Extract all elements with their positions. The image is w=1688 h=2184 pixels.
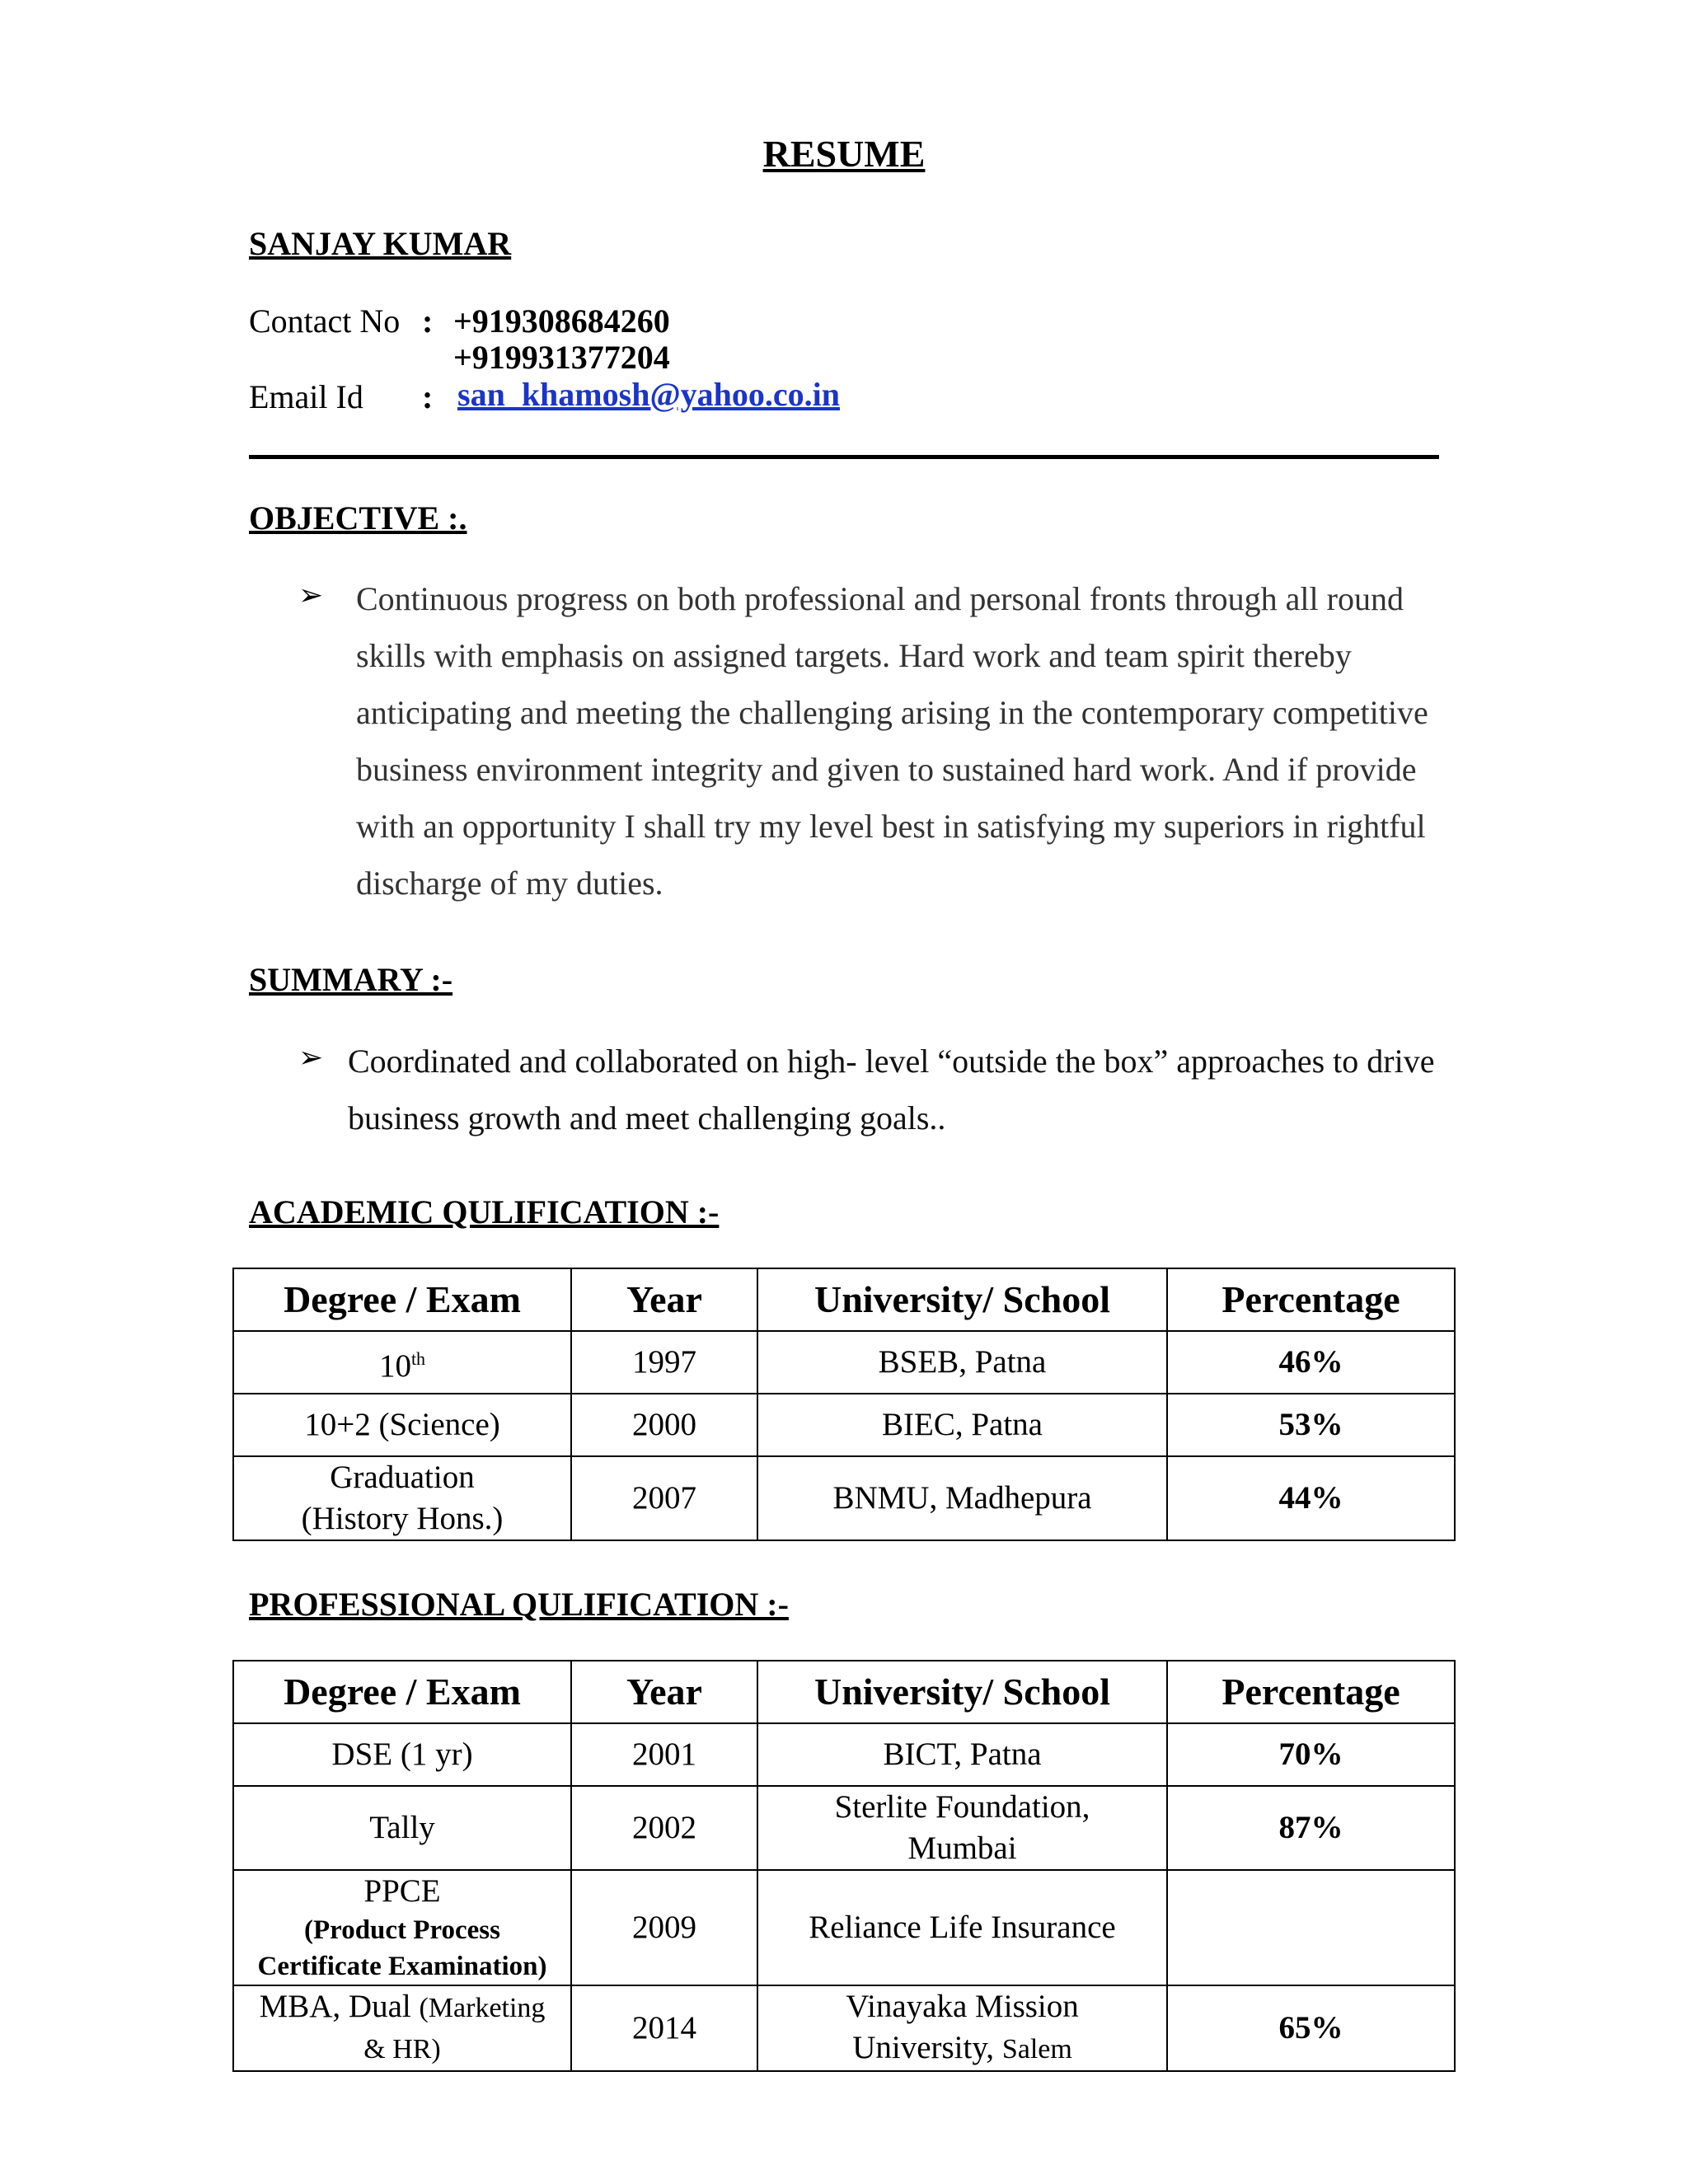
column-header: Degree / Exam <box>233 1661 571 1723</box>
percentage-cell: 87% <box>1167 1786 1455 1870</box>
degree-cell <box>233 1331 571 1394</box>
objective-line: with an opportunity I shall try my level best in satisfying my superiors in rightful <box>356 808 1426 845</box>
summary-text <box>348 1033 1469 1146</box>
university-cell: BIEC, Patna <box>757 1394 1167 1456</box>
summary-line: business growth and meet challenging goals.. <box>348 1099 946 1137</box>
degree-line: & HR) <box>363 2034 441 2064</box>
university-cell: BNMU, Madhepura <box>757 1456 1167 1540</box>
degree-cell: 10+2 (Science) <box>233 1394 571 1456</box>
year-cell: 2007 <box>571 1456 757 1540</box>
email-colon: : <box>422 378 434 415</box>
degree-line <box>239 1986 565 2029</box>
column-header: Degree / Exam <box>233 1268 571 1331</box>
academic-table <box>232 1268 1456 1541</box>
degree-cell <box>233 1870 571 1985</box>
candidate-name: SANJAY KUMAR <box>249 225 512 262</box>
email-label: Email Id <box>249 378 363 415</box>
degree-superscript: th <box>410 1347 426 1369</box>
percentage-cell: 65% <box>1167 1985 1455 2071</box>
degree-cell: DSE (1 yr) <box>233 1723 571 1786</box>
table-row <box>233 1723 1455 1786</box>
university-small-text: Salem <box>1001 2034 1072 2064</box>
objective-line: business environment integrity and given to sustained hard work. And if provide <box>356 751 1417 788</box>
year-cell: 2009 <box>571 1870 757 1985</box>
table-row <box>233 1456 1455 1540</box>
year-cell: 2001 <box>571 1723 757 1786</box>
university-line: Vinayaka Mission <box>846 1989 1079 2024</box>
year-cell: 2002 <box>571 1786 757 1870</box>
degree-line: Certificate Examination) <box>257 1952 547 1981</box>
objective-heading: OBJECTIVE :. <box>249 499 467 537</box>
table-row <box>233 1985 1455 2071</box>
degree-cell: Tally <box>233 1786 571 1870</box>
table-row <box>233 1786 1455 1870</box>
email-link[interactable]: san_khamosh@yahoo.co.in <box>457 376 841 413</box>
university-line <box>763 2027 1161 2070</box>
phone-primary: +919308684260 <box>453 302 670 340</box>
table-row <box>233 1394 1455 1456</box>
university-line: Sterlite Foundation, <box>834 1789 1090 1825</box>
summary-heading: SUMMARY :- <box>249 961 453 998</box>
column-header: Year <box>571 1661 757 1723</box>
university-cell <box>757 1985 1167 2071</box>
table-row <box>233 1331 1455 1394</box>
degree-text: MBA, Dual <box>259 1989 411 2024</box>
degree-cell <box>233 1456 571 1540</box>
degree-line: (History Hons.) <box>301 1501 504 1536</box>
degree-small-text: (Marketing <box>419 1993 546 2023</box>
university-line: Mumbai <box>907 1830 1017 1866</box>
contact-colon: : <box>422 302 434 340</box>
percentage-cell: 44% <box>1167 1456 1455 1540</box>
arrow-bullet-icon: ➢ <box>298 1041 324 1074</box>
column-header: Year <box>571 1268 757 1331</box>
contact-label: Contact No <box>249 302 401 340</box>
objective-text <box>356 570 1461 912</box>
table-header-row <box>233 1661 1455 1723</box>
percentage-cell: 53% <box>1167 1394 1455 1456</box>
header-divider <box>249 455 1439 459</box>
degree-cell <box>233 1985 571 2071</box>
summary-line: Coordinated and collaborated on high- level “outside the box” approaches to drive <box>348 1043 1435 1080</box>
percentage-cell: 46% <box>1167 1331 1455 1394</box>
degree-text: 10 <box>378 1347 411 1384</box>
university-cell: Reliance Life Insurance <box>757 1870 1167 1985</box>
column-header: Percentage <box>1167 1661 1455 1723</box>
objective-line: skills with emphasis on assigned targets. Hard work and team spirit thereby <box>356 637 1352 674</box>
university-cell: BSEB, Patna <box>757 1331 1167 1394</box>
arrow-bullet-icon: ➢ <box>298 579 324 612</box>
table-header-row <box>233 1268 1455 1331</box>
university-text: University, <box>852 2030 995 2065</box>
year-cell: 2000 <box>571 1394 757 1456</box>
degree-line: Graduation <box>330 1460 475 1495</box>
degree-line: (Product Process <box>304 1915 500 1945</box>
column-header: University/ School <box>757 1661 1167 1723</box>
objective-line: discharge of my duties. <box>356 865 663 902</box>
resume-title: RESUME <box>762 133 926 175</box>
table-row <box>233 1870 1455 1985</box>
year-cell: 2014 <box>571 1985 757 2071</box>
column-header: Percentage <box>1167 1268 1455 1331</box>
percentage-cell: 70% <box>1167 1723 1455 1786</box>
professional-heading: PROFESSIONAL QULIFICATION :- <box>249 1586 789 1623</box>
university-cell: BICT, Patna <box>757 1723 1167 1786</box>
phone-secondary: +919931377204 <box>453 339 670 376</box>
professional-table <box>232 1660 1456 2072</box>
year-cell: 1997 <box>571 1331 757 1394</box>
objective-line: Continuous progress on both professional and personal fronts through all round <box>356 580 1404 617</box>
objective-line: anticipating and meeting the challenging arising in the contemporary competitive <box>356 694 1428 731</box>
degree-line: PPCE <box>363 1873 441 1909</box>
university-cell <box>757 1786 1167 1870</box>
percentage-cell <box>1167 1870 1455 1985</box>
academic-heading: ACADEMIC QULIFICATION :- <box>249 1193 720 1230</box>
column-header: University/ School <box>757 1268 1167 1331</box>
